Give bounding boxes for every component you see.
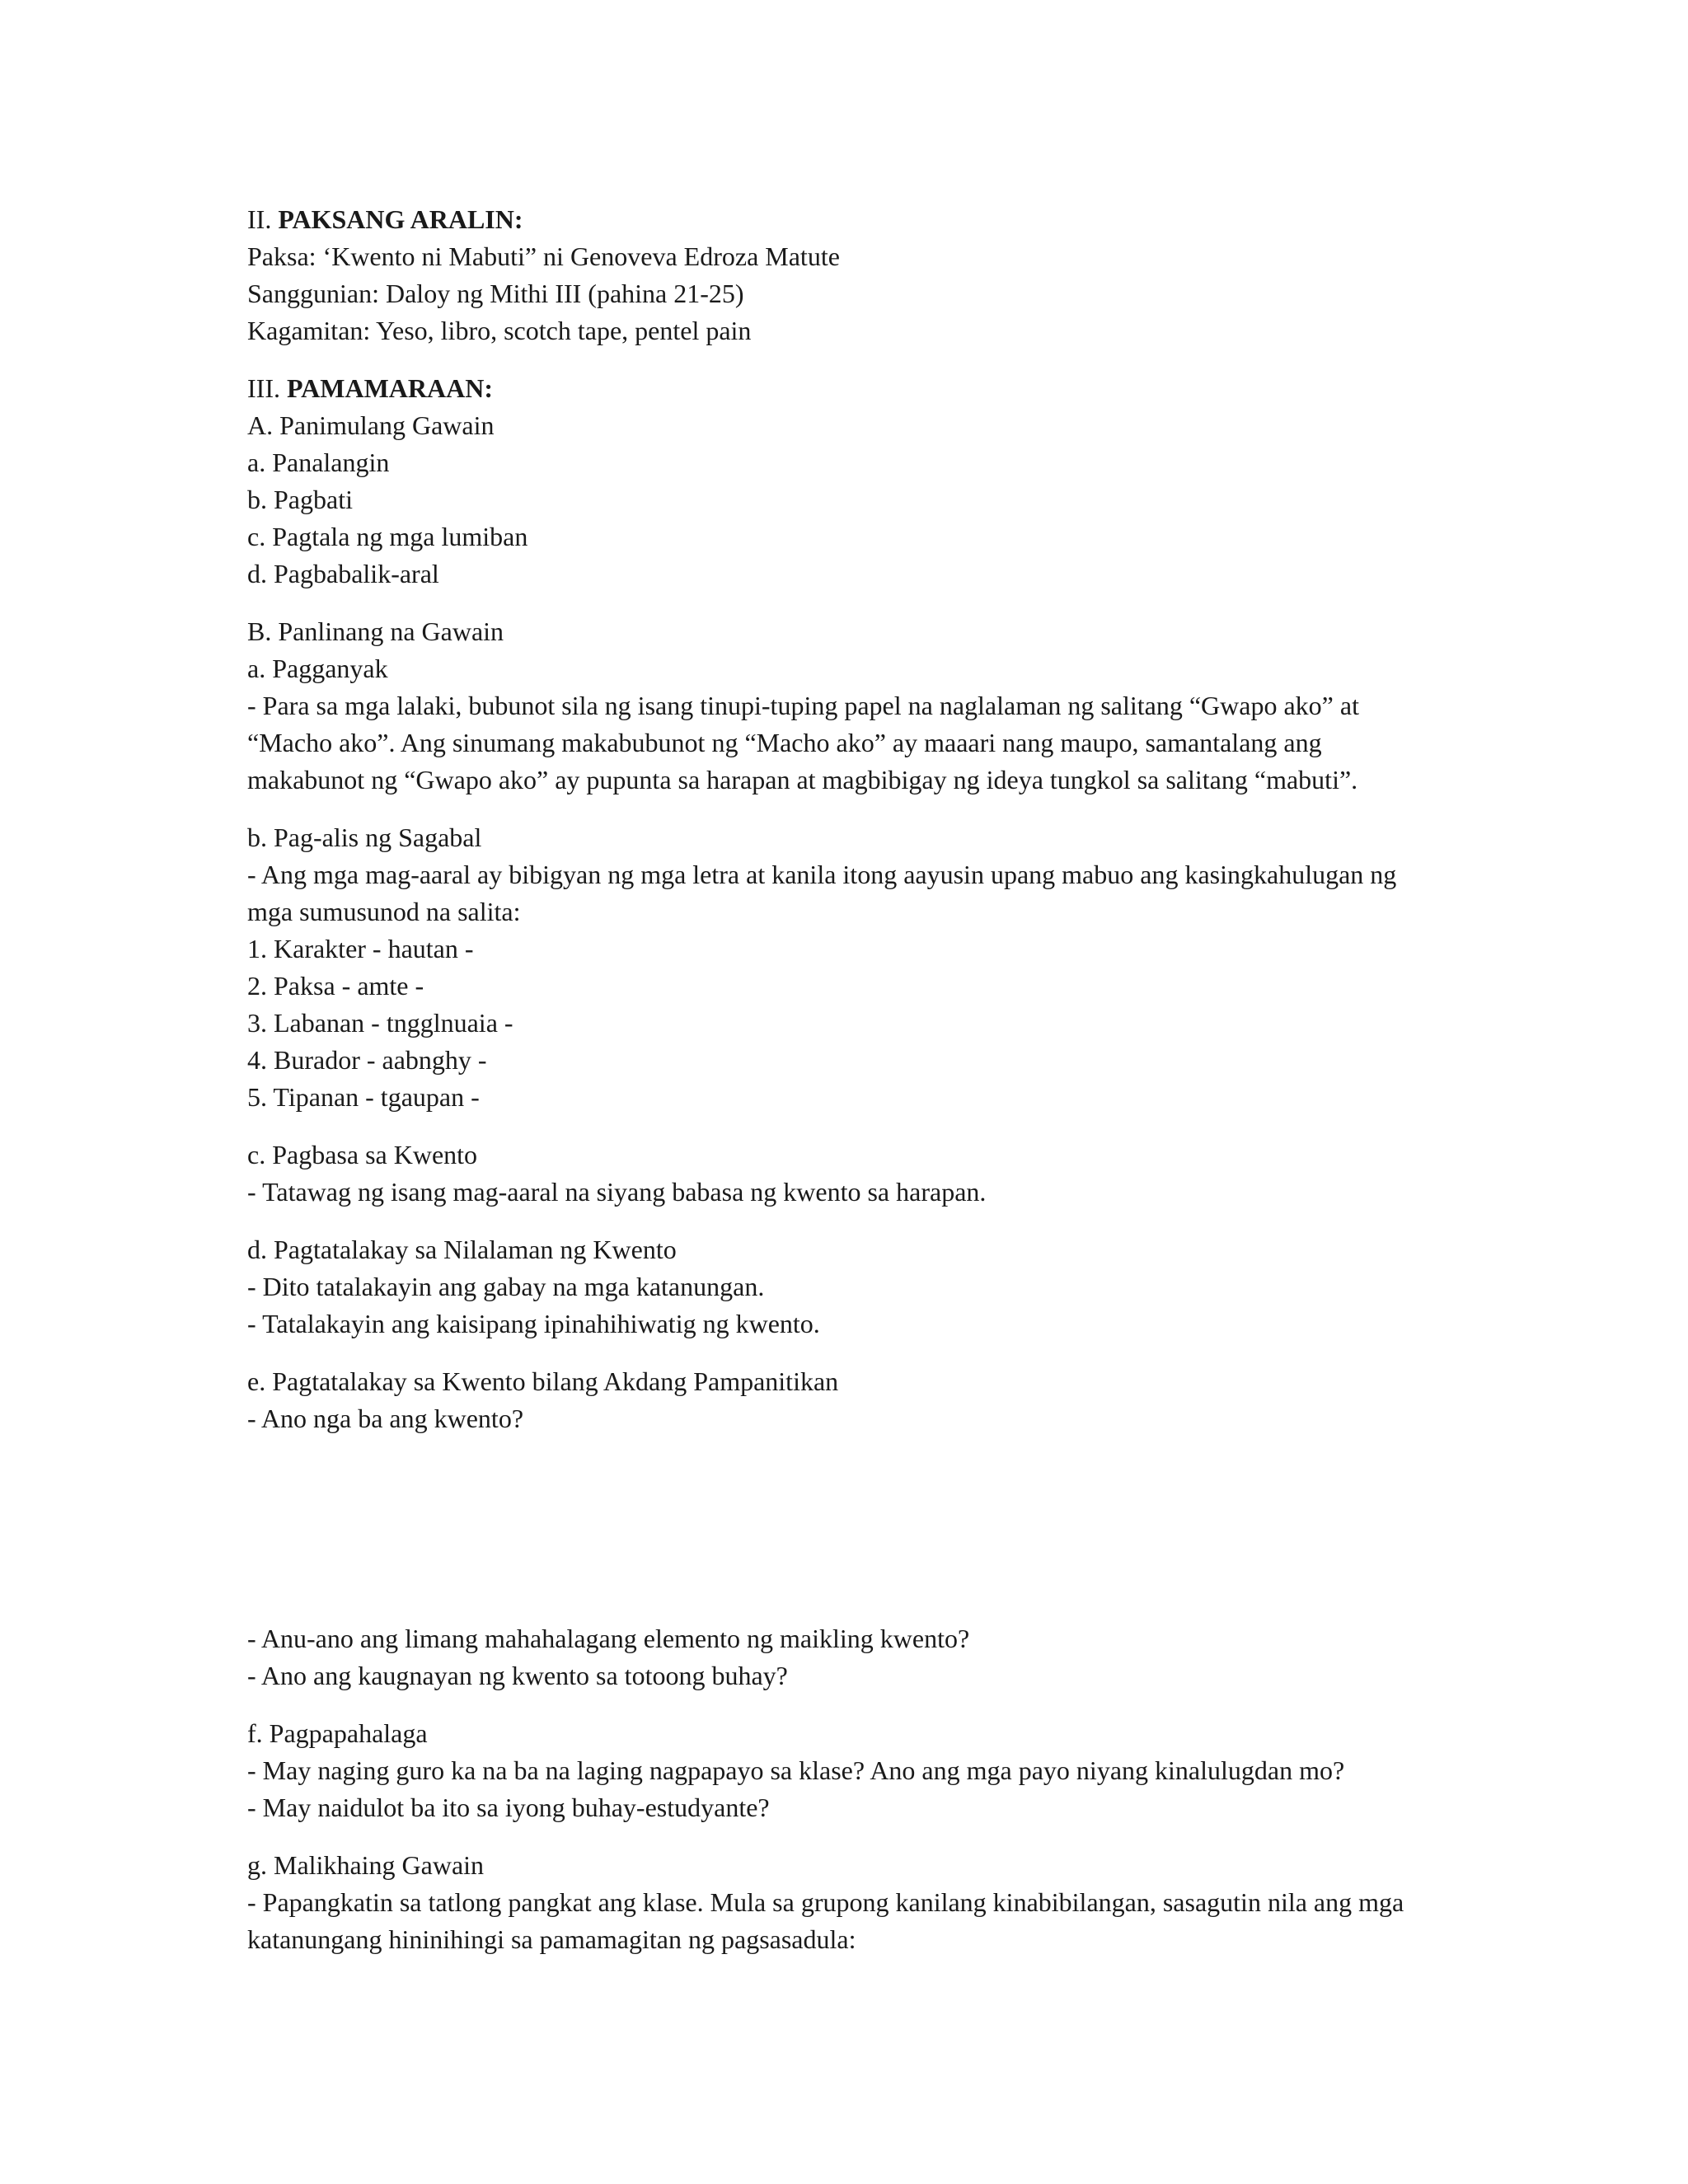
lesson-plan-lower — [247, 1620, 1442, 1958]
topic-line: Paksa: ‘Kwento ni Mabuti” ni Genoveva Edroza Matute — [247, 241, 840, 271]
motivation-text: - Para sa mga lalaki, bubunot sila ng isang tinupi-tuping papel na naglalaman ng salitang “Gwapo ako” at “Macho ako”. Ang sinumang makabubunot ng “Macho ako” ay maaari nang maupo, samantalang ang makabunot ng “Gwapo ako” ay pupunta sa harapan at magbibigay ng ideya tungkol sa salitang “mabuti”. — [247, 691, 1359, 794]
part-a-item: c. Pagtala ng mga lumiban — [247, 522, 528, 551]
vocabulary-item: 2. Paksa - amte - — [247, 971, 424, 1001]
valuing-title: f. Pagpapahalaga — [247, 1718, 428, 1748]
vocabulary-text: - Ang mga mag-aaral ay bibigyan ng mga letra at kanila itong aayusin upang mabuo ang kasingkahulugan ng mga sumusunod na salita: — [247, 860, 1397, 926]
reference-line: Sanggunian: Daloy ng Mithi III (pahina 21-25) — [247, 279, 744, 308]
discussion-item: - Dito tatalakayin ang gabay na mga katanungan. — [247, 1272, 765, 1301]
materials-line: Kagamitan: Yeso, libro, scotch tape, pentel pain — [247, 316, 752, 345]
section-2-title: PAKSANG ARALIN: — [278, 204, 523, 234]
section-2-heading — [247, 201, 1442, 238]
part-a-item: b. Pagbati — [247, 485, 353, 514]
creative-activity-title: g. Malikhaing Gawain — [247, 1850, 485, 1880]
section-3-heading — [247, 370, 1442, 407]
valuing-item: - May naging guro ka na ba na laging nagpapayo sa klase? Ano ang mga payo niyang kinalulugdan mo? — [247, 1755, 1345, 1785]
vocabulary-item: 3. Labanan - tngglnuaia - — [247, 1008, 513, 1038]
literary-discussion-item: - Ano nga ba ang kwento? — [247, 1404, 524, 1433]
section-3-numeral: III. — [247, 373, 280, 403]
literary-discussion-item: - Ano ang kaugnayan ng kwento sa totoong buhay? — [247, 1661, 788, 1690]
discussion-title: d. Pagtatalakay sa Nilalaman ng Kwento — [247, 1235, 677, 1264]
literary-discussion-item: - Anu-ano ang limang mahahalagang elemento ng maikling kwento? — [247, 1624, 970, 1653]
reading-text: - Tatawag ng isang mag-aaral na siyang babasa ng kwento sa harapan. — [247, 1177, 987, 1207]
part-a-item: a. Panalangin — [247, 448, 390, 477]
vocabulary-item: 4. Burador - aabnghy - — [247, 1045, 487, 1075]
part-a-item: d. Pagbabalik-aral — [247, 559, 439, 588]
part-b-title: B. Panlinang na Gawain — [247, 616, 504, 646]
vocabulary-item: 5. Tipanan - tgaupan - — [247, 1082, 480, 1112]
motivation-title: a. Pagganyak — [247, 654, 388, 683]
discussion-item: - Tatalakayin ang kaisipang ipinahihiwatig ng kwento. — [247, 1309, 820, 1338]
creative-activity-text: - Papangkatin sa tatlong pangkat ang klase. Mula sa grupong kanilang kinabibilangan, sasagutin nila ang mga katanungang hininihingi sa pamamagitan ng pagsasadula: — [247, 1887, 1404, 1954]
lesson-plan-upper — [247, 201, 1442, 1437]
vocabulary-item: 1. Karakter - hautan - — [247, 934, 474, 963]
literary-discussion-title: e. Pagtatalakay sa Kwento bilang Akdang Pampanitikan — [247, 1366, 839, 1396]
reading-title: c. Pagbasa sa Kwento — [247, 1140, 478, 1169]
part-a-title: A. Panimulang Gawain — [247, 410, 495, 440]
vocabulary-title: b. Pag-alis ng Sagabal — [247, 823, 482, 852]
section-3-title: PAMAMARAAN: — [286, 373, 493, 403]
valuing-item: - May naidulot ba ito sa iyong buhay-estudyante? — [247, 1793, 770, 1822]
section-2-numeral: II. — [247, 204, 272, 234]
